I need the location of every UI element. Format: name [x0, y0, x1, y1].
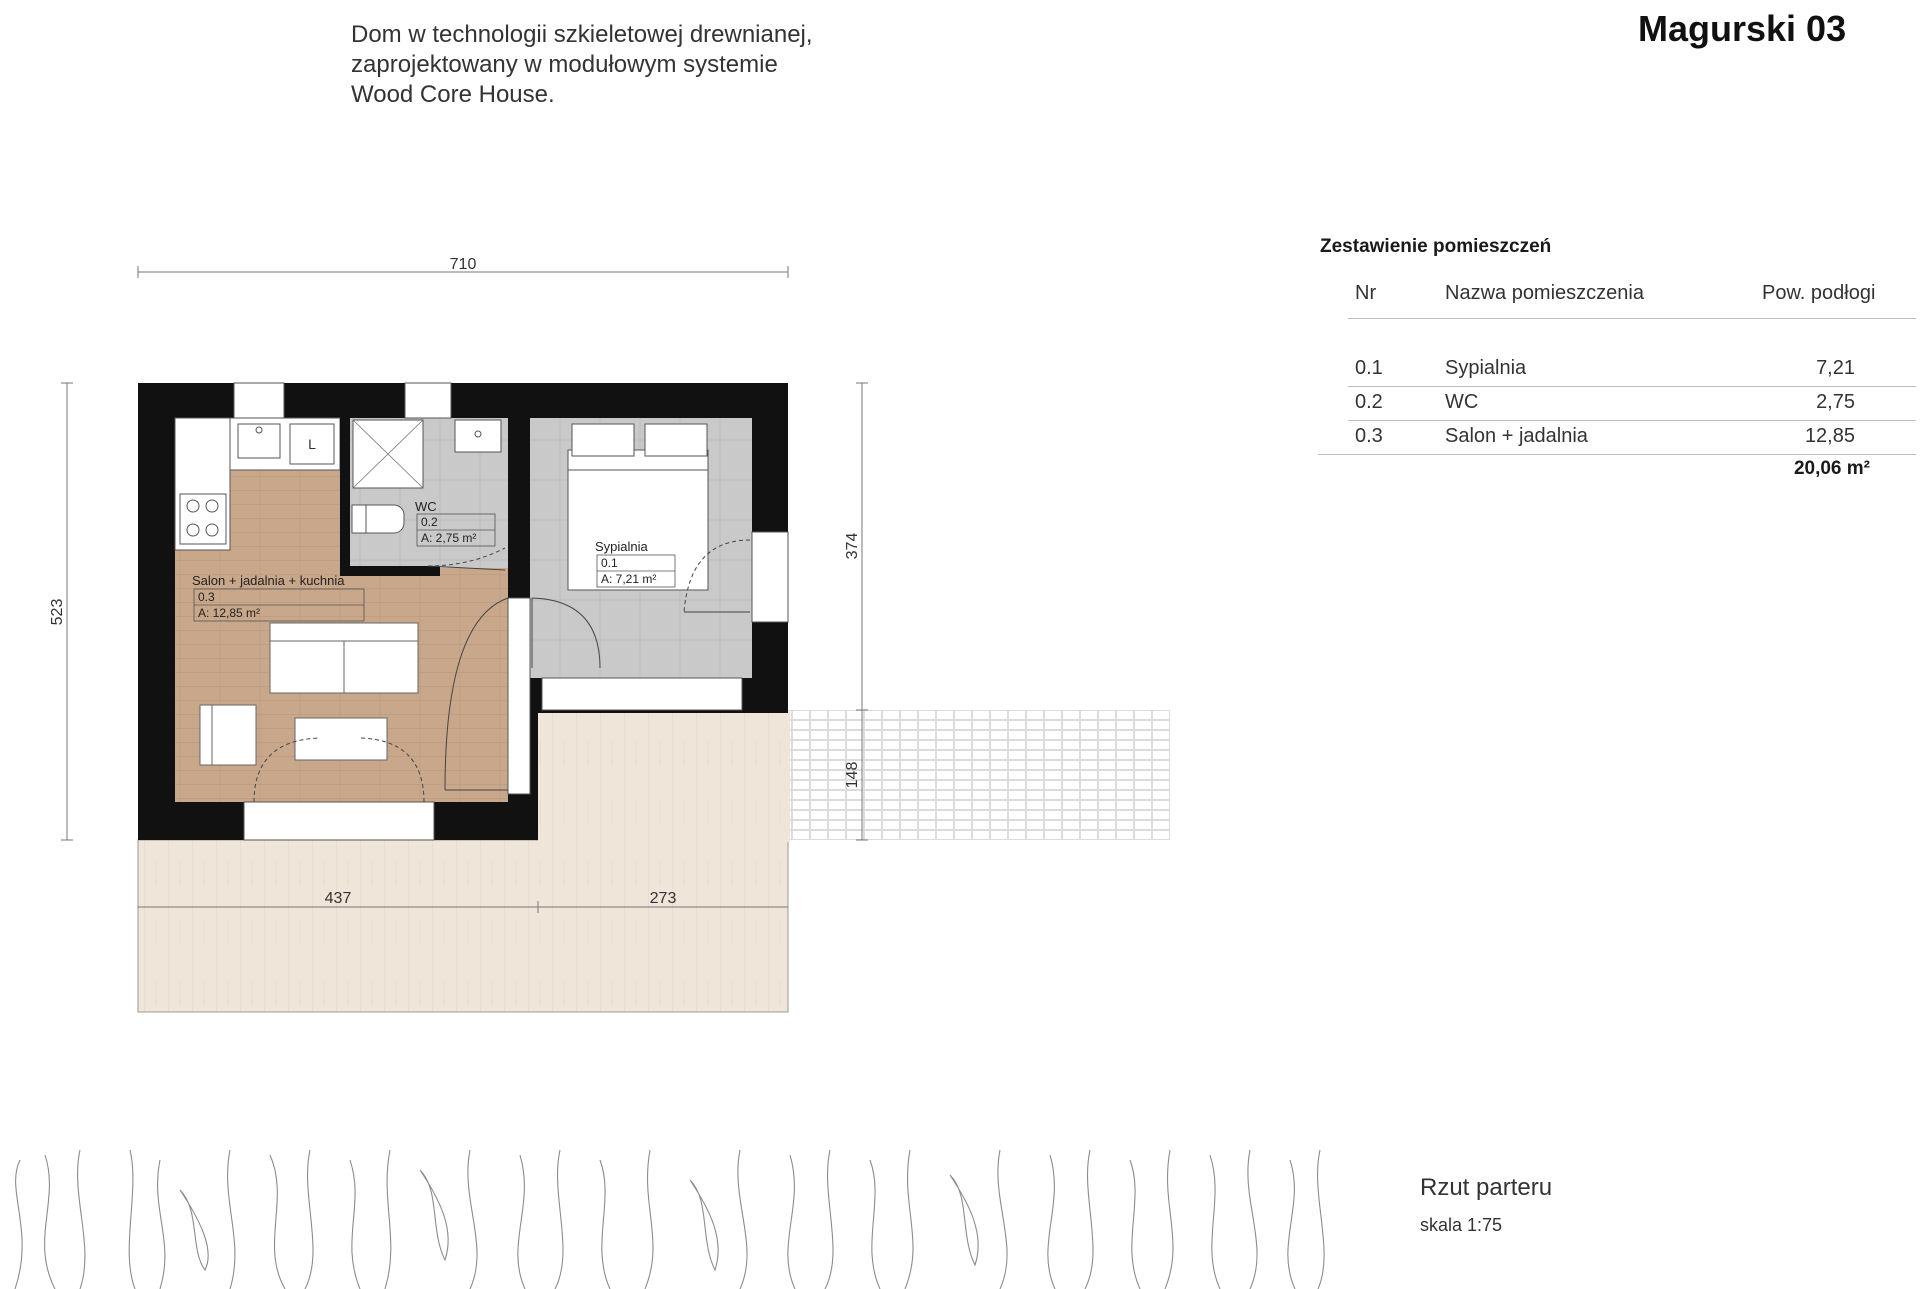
- room-schedule-title: Zestawienie pomieszczeń: [1320, 236, 1552, 257]
- wc-name: WC: [415, 499, 437, 514]
- wc-sink: [455, 420, 501, 452]
- terrace-cutout: [538, 710, 790, 842]
- total-divider: [1318, 454, 1916, 455]
- window-north-kitchen: [234, 383, 284, 418]
- row-3-area: 12,85: [1804, 425, 1855, 447]
- living-area: A: 12,85 m²: [198, 606, 261, 620]
- row-1-name: Sypialnia: [1445, 357, 1527, 379]
- total-area: 20,06 m²: [1793, 458, 1870, 479]
- dim-bottom-right: 273: [649, 890, 677, 907]
- window-east-bedroom: [752, 532, 788, 622]
- dim-overall-depth: 523: [49, 598, 66, 626]
- dim-right-upper: 374: [844, 532, 861, 560]
- entry-door-opening: [508, 598, 530, 794]
- row-2-name: WC: [1445, 391, 1479, 413]
- dim-overall-width: 710: [449, 256, 477, 273]
- row-2-nr: 0.2: [1355, 391, 1383, 413]
- project-title: Magurski 03: [1638, 8, 1847, 49]
- living-nr: 0.3: [198, 590, 215, 604]
- wc-nr: 0.2: [421, 515, 438, 529]
- row-divider: [1348, 386, 1916, 387]
- header-area: Pow. podłogi: [1762, 282, 1876, 304]
- wc-wall: [340, 566, 440, 576]
- dim-bottom-left: 437: [324, 890, 352, 907]
- row-2-area: 2,75: [1816, 391, 1855, 413]
- wc-area: A: 2,75 m²: [421, 531, 477, 545]
- intro-line-2: zaprojektowany w modułowym systemie: [351, 51, 778, 78]
- bedroom-area: A: 7,21 m²: [601, 572, 657, 586]
- sheet-name: Rzut parteru: [1420, 1174, 1553, 1201]
- sheet-scale: skala 1:75: [1420, 1215, 1503, 1235]
- intro-line-3: Wood Core House.: [351, 81, 555, 108]
- cooktop: [180, 494, 226, 544]
- kitchen-sink: [238, 424, 280, 458]
- pillow: [645, 424, 707, 456]
- header-divider: [1348, 318, 1916, 319]
- intro-line-1: Dom w technologii szkieletowej drewnianej,: [351, 21, 813, 48]
- terrace-door: [244, 802, 434, 840]
- front-deck: [138, 840, 788, 1012]
- row-1-area: 7,21: [1816, 357, 1855, 379]
- bed: [568, 450, 708, 590]
- bedroom-nr: 0.1: [601, 556, 618, 570]
- row-1-nr: 0.1: [1355, 357, 1383, 379]
- fridge-label: L: [308, 436, 316, 452]
- header-name: Nazwa pomieszczenia: [1445, 282, 1644, 304]
- row-3-name: Salon + jadalnia: [1445, 425, 1588, 447]
- wood-grain-decoration: [0, 1150, 1340, 1289]
- bedroom-name: Sypialnia: [595, 539, 648, 554]
- row-3-nr: 0.3: [1355, 425, 1383, 447]
- header-nr: Nr: [1355, 282, 1377, 304]
- row-divider: [1348, 420, 1916, 421]
- window-north-wc: [405, 383, 451, 418]
- window-south-bedroom: [542, 678, 742, 710]
- pillow: [572, 424, 634, 456]
- dim-right-lower: 148: [844, 761, 861, 789]
- living-name: Salon + jadalnia + kuchnia: [192, 573, 345, 588]
